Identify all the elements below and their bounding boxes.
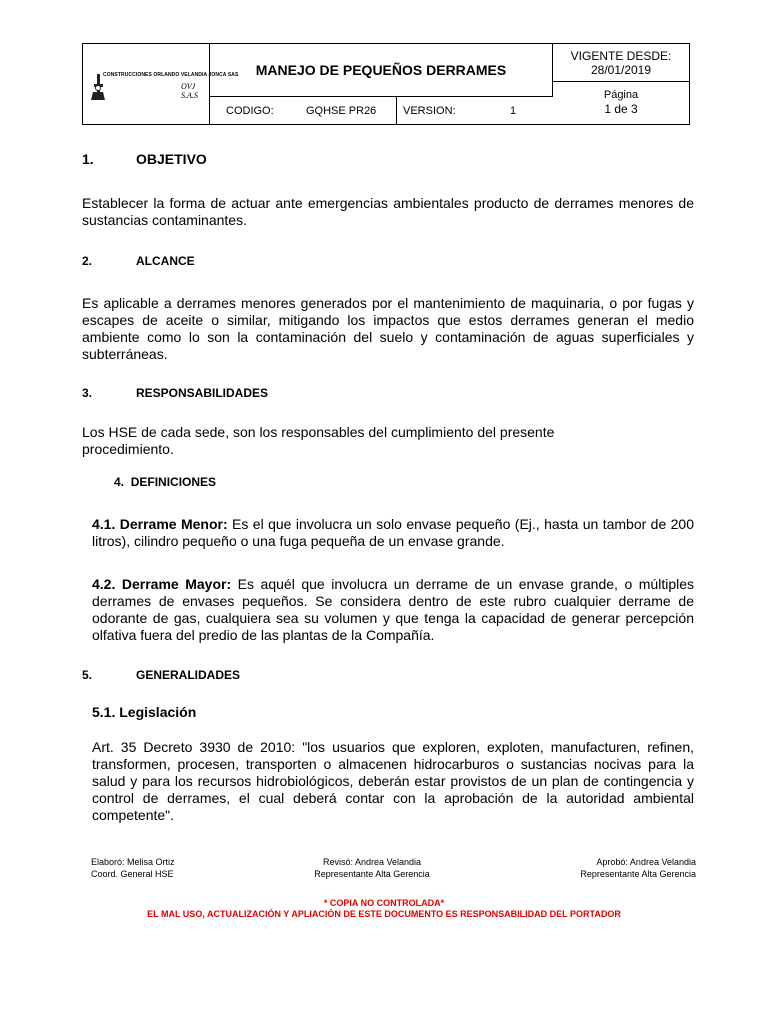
definition-1-text: Es el que involucra un solo envase pequeño (Ej., hasta un tambor de 200 litros), cilindro pequeño o una fuga pequeña de un envase grande. (92, 516, 694, 549)
footer-reviso (300, 856, 444, 880)
aprobo-role: Representante Alta Gerencia (580, 869, 696, 879)
page-label: Página (603, 89, 639, 101)
footer-aprobo (540, 856, 696, 880)
definition-derrame-mayor (92, 576, 694, 644)
section-5-heading (82, 668, 240, 682)
definition-2-text: Es aquél que involucra un derrame de un envase grande, o múltiples derrames de envases pequeños. Se considera dentro de este rubro cualquier derrame de odorante de gas, cualquiera sea su volumen y que tenga la capacidad de generar percepción olfativa fuera del predio de las plantas de la Compañía. (92, 576, 695, 643)
document-header (82, 43, 690, 125)
reviso-role: Representante Alta Gerencia (314, 869, 430, 879)
definition-derrame-menor (92, 516, 694, 550)
aprobo-name: Aprobó: Andrea Velandia (596, 857, 696, 867)
vigente-label: VIGENTE DESDE: (570, 49, 672, 63)
section-1-heading (82, 151, 207, 167)
codigo-label: CODIGO: (226, 105, 274, 117)
reviso-name: Revisó: Andrea Velandia (322, 857, 422, 867)
logo-text: CONSTRUCCIONES ORLANDO VELANDIA JONCA SAS (103, 72, 239, 78)
footer-elaboro (91, 856, 175, 880)
elaboro-name: Elaboró: Melisa Ortiz (91, 857, 175, 867)
section-2-heading (82, 254, 195, 268)
page-cell (553, 82, 689, 124)
code-row (210, 97, 552, 124)
logo-sas: OVJ S.A.S (181, 82, 198, 100)
section-2-text: Es aplicable a derrames menores generados por el mantenimiento de maquinaria, o por fugas y escapes de aceite o similar, mitigando los impactos que estos derrames generan el medio ambiente como lo son la contaminación del suelo y contaminación de aguas superficiales y subterráneas. (82, 295, 694, 362)
definition-2-term: 4.2. Derrame Mayor: (92, 576, 232, 592)
section-5-number: 5. (82, 668, 93, 682)
section-3-title: RESPONSABILIDADES (136, 386, 269, 400)
section-2-number: 2. (82, 254, 93, 268)
section-3-heading (82, 386, 268, 400)
page-number: 1 de 3 (604, 102, 638, 116)
document-title: MANEJO DE PEQUEÑOS DERRAMES (210, 44, 553, 97)
section-1-title: OBJETIVO (136, 151, 207, 167)
section-3-text: Los HSE de cada sede, son los responsables del cumplimiento del presente procedimiento. (82, 424, 555, 457)
version-value: 1 (510, 105, 517, 117)
copy-warning: EL MAL USO, ACTUALIZACIÓN Y APLIACIÓN DE ESTE DOCUMENTO ES RESPONSABILIDAD DEL PORTADOR (147, 909, 621, 919)
vigente-cell (553, 44, 689, 82)
subsection-5-1-text: Art. 35 Decreto 3930 de 2010: "los usuarios que exploren, exploten, manufacturen, refinen, transformen, procesen, transporten o almacenen hidrocarburos o sustancias nocivas para la salud y para los recursos hidrobiológicos, deberán estar provistos de un plan de contingencia y control de derrames, el cual deberá contar con la aprobación de la autoridad ambiental competente". (92, 739, 694, 823)
section-3-number: 3. (82, 386, 93, 400)
section-2-title: ALCANCE (136, 254, 195, 268)
section-1-number: 1. (82, 151, 94, 167)
subsection-5-1-heading: 5.1. Legislación (92, 704, 197, 720)
version-label: VERSION: (403, 105, 456, 117)
section-1-text: Establecer la forma de actuar ante emergencias ambientales producto de derrames menores de sustancias contaminantes. (82, 195, 694, 228)
section-5-title: GENERALIDADES (136, 668, 241, 682)
company-logo (83, 44, 239, 124)
elaboro-role: Coord. General HSE (91, 869, 174, 879)
section-4-heading (114, 475, 216, 489)
definition-1-term: 4.1. Derrame Menor: (92, 516, 228, 532)
vigente-date: 28/01/2019 (590, 63, 652, 77)
code-cell (210, 97, 397, 124)
section-4-title: DEFINICIONES (130, 475, 217, 489)
copy-notice: * COPIA NO CONTROLADA* (323, 898, 445, 908)
section-4-number: 4. (114, 475, 125, 489)
codigo-value: GQHSE PR26 (306, 105, 377, 117)
